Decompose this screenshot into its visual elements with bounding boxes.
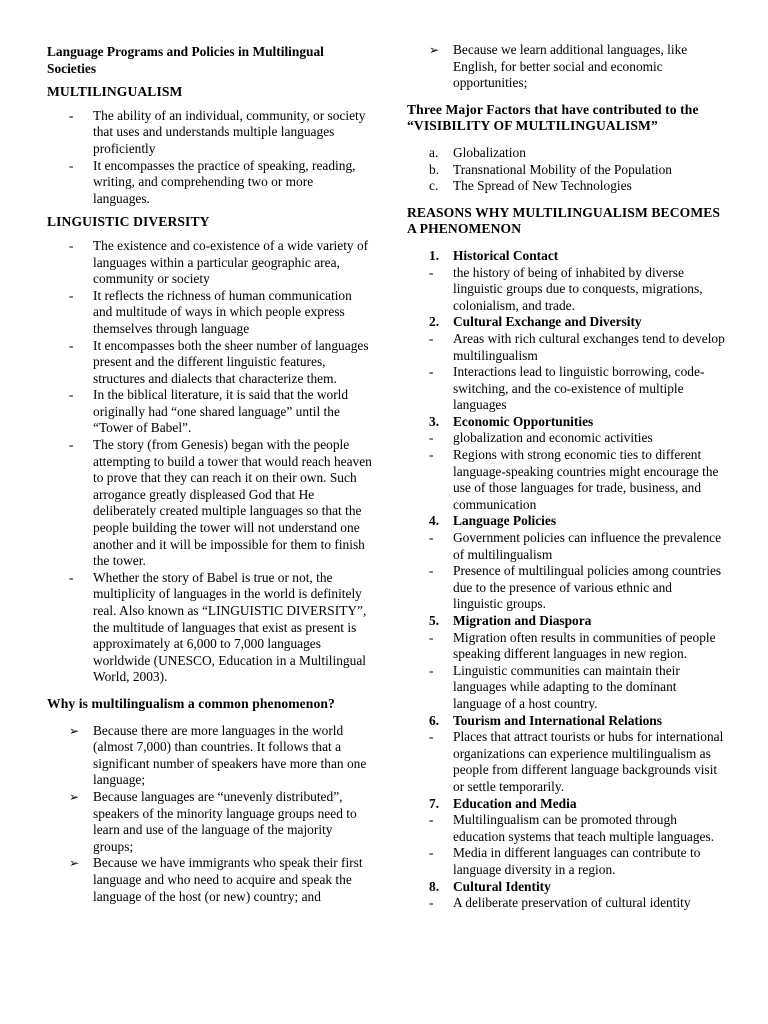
document-title: Language Programs and Policies in Multilingual Societies: [47, 44, 324, 76]
list-item: - Migration often results in communities of people speaking different languages in new region.: [429, 629, 716, 662]
heading-linguistic-diversity: LINGUISTIC DIVERSITY: [47, 214, 210, 230]
reason-title: Cultural Identity: [453, 878, 551, 894]
list-item: - It reflects the richness of human communication and multitude of ways in which people express themselves through language: [69, 287, 352, 336]
heading-visibility-factors: Three Major Factors that have contributed to the “VISIBILITY OF MULTILINGUALISM”: [407, 101, 699, 134]
reason-title: Cultural Exchange and Diversity: [453, 314, 642, 330]
reason-title: Historical Contact: [453, 247, 559, 263]
reason-education-media: 7. Education and Media - Multilingualism can be promoted through education systems that teach multiple languages. - Media in different languages can contribute to language diversity in a region.: [407, 796, 725, 879]
heading-reasons: REASONS WHY MULTILINGUALISM BECOMES A PHENOMENON: [407, 204, 721, 237]
arrow-bullet-icon: ➢: [69, 856, 80, 871]
reason-cultural-exchange: 2. Cultural Exchange and Diversity - Areas with rich cultural exchanges tend to develop multilingualism - Interactions lead to linguistic borrowing, code-switching, and the co-existence of multiple languages: [407, 314, 725, 414]
list-item: a. Globalization: [429, 144, 526, 160]
list-item: ➢ Because there are more languages in the world (almost 7,000) than countries. It follows that a significant number of speakers have more than one language;: [69, 722, 367, 788]
reason-cultural-identity: 8. Cultural Identity - A deliberate preservation of cultural identity: [407, 879, 725, 912]
reason-migration-diaspora: 5. Migration and Diaspora - Migration often results in communities of people speaking different languages in new region. - Linguistic communities can maintain their languages while adapting to the dominant language of a host country.: [407, 613, 725, 713]
list-item: - In the biblical literature, it is said that the world originally had “one shared language” until the “Tower of Babel”.: [69, 387, 349, 436]
arrow-bullet-icon: ➢: [69, 723, 80, 738]
list-item: - The existence and co-existence of a wide variety of languages within a particular geographic area, community or society: [69, 237, 369, 287]
list-item: - Whether the story of Babel is true or not, the multiplicity of languages in the world is definitely real. Also known as “LINGUISTIC DIVERSITY”, the multitude of languages that exist as present is approximately at 6,000 to 7,000 languages worldwide (UNESCO, Education in a Multilingual World, 2003).: [69, 569, 367, 685]
reason-title: Migration and Diaspora: [453, 613, 592, 628]
reason-title: Education and Media: [453, 795, 577, 811]
list-item: - Presence of multilingual policies among countries due to the presence of various ethnic and linguistic groups.: [429, 563, 722, 612]
list-item: b. Transnational Mobility of the Population: [429, 161, 672, 177]
list-item: ➢ Because languages are “unevenly distributed”, speakers of the minority language groups need to learn and use of the language of the majority groups;: [69, 788, 357, 854]
list-item: ➢ Because we learn additional languages, like English, for better social and economic opportunities;: [429, 42, 688, 91]
arrow-bullet-icon: ➢: [429, 43, 440, 57]
list-item: - A deliberate preservation of cultural identity: [429, 895, 691, 911]
list-item: - It encompasses the practice of speaking, reading, writing, and comprehending two or more languages.: [69, 157, 356, 206]
reason-title: Language Policies: [453, 513, 557, 529]
arrow-bullet-icon: ➢: [69, 789, 80, 804]
list-item: - Multilingualism can be promoted through education systems that teach multiple languages.: [429, 812, 715, 844]
reason-language-policies: 4. Language Policies - Government policies can influence the prevalence of multilingualism - Presence of multilingual policies among countries due to the presence of various ethnic and linguistic groups.: [407, 513, 725, 613]
factors-list: [407, 145, 725, 195]
reason-title: Tourism and International Relations: [453, 712, 662, 728]
list-item: - Regions with strong economic ties to different language-speaking countries might encourage the use of those languages for trade, business, and communication: [429, 447, 719, 512]
linguistic-diversity-list: [47, 238, 372, 686]
why-common-list-continued: [407, 42, 725, 92]
list-item: c. The Spread of New Technologies: [429, 178, 632, 194]
list-item: - the history of being of inhabited by diverse linguistic groups due to conquests, migrations, colonialism, and trade.: [429, 264, 703, 313]
left-column: [47, 44, 372, 905]
heading-multilingualism: MULTILINGUALISM: [47, 84, 183, 100]
heading-why-common: Why is multilingualism a common phenomenon?: [47, 695, 335, 711]
list-item: - Interactions lead to linguistic borrowing, code-switching, and the co-existence of multiple languages: [429, 364, 705, 413]
list-item: - Linguistic communities can maintain their languages while adapting to the dominant language of a host country.: [429, 662, 680, 711]
reason-economic-opportunities: 3. Economic Opportunities - globalization and economic activities - Regions with strong economic ties to different language-speaking countries might encourage the use of those languages for trade, business, and communication: [407, 414, 725, 514]
right-column: [407, 42, 725, 912]
reason-title: Economic Opportunities: [453, 413, 594, 429]
list-item: - Government policies can influence the prevalence of multilingualism: [429, 530, 722, 562]
list-item: ➢ Because we have immigrants who speak their first language and who need to acquire and speak the language of the host (or new) country; and: [69, 855, 363, 904]
list-item: - Areas with rich cultural exchanges tend to develop multilingualism: [429, 330, 725, 363]
list-item: - The ability of an individual, community, or society that uses and understands multiple languages proficiently: [69, 107, 366, 156]
reason-historical-contact: 1. Historical Contact - the history of being of inhabited by diverse linguistic groups due to conquests, migrations, colonialism, and trade.: [407, 248, 725, 314]
list-item: - Places that attract tourists or hubs for international organizations can experience multilingualism as people from different language backgrounds visit or settle temporarily.: [429, 729, 724, 794]
multilingualism-list: [47, 108, 372, 208]
list-item: - It encompasses both the sheer number of languages present and the different linguistic features, structures and dialects that characterize them.: [69, 337, 369, 386]
why-common-list: [47, 723, 372, 906]
list-item: - globalization and economic activities: [429, 430, 653, 446]
list-item: - The story (from Genesis) began with the people attempting to build a tower that would reach heaven to prove that they can reach it on their own. Such arrogance greatly displeased God that He deliberately created multiple languages so that the people building the tower will not understand one another and it will be impossible for them to finish the tower.: [69, 437, 372, 569]
list-item: - Media in different languages can contribute to language diversity in a region.: [429, 845, 701, 877]
reason-tourism-relations: 6. Tourism and International Relations - Places that attract tourists or hubs for international organizations can experience multilingualism as people from different language backgrounds visit or settle temporarily.: [407, 713, 725, 796]
